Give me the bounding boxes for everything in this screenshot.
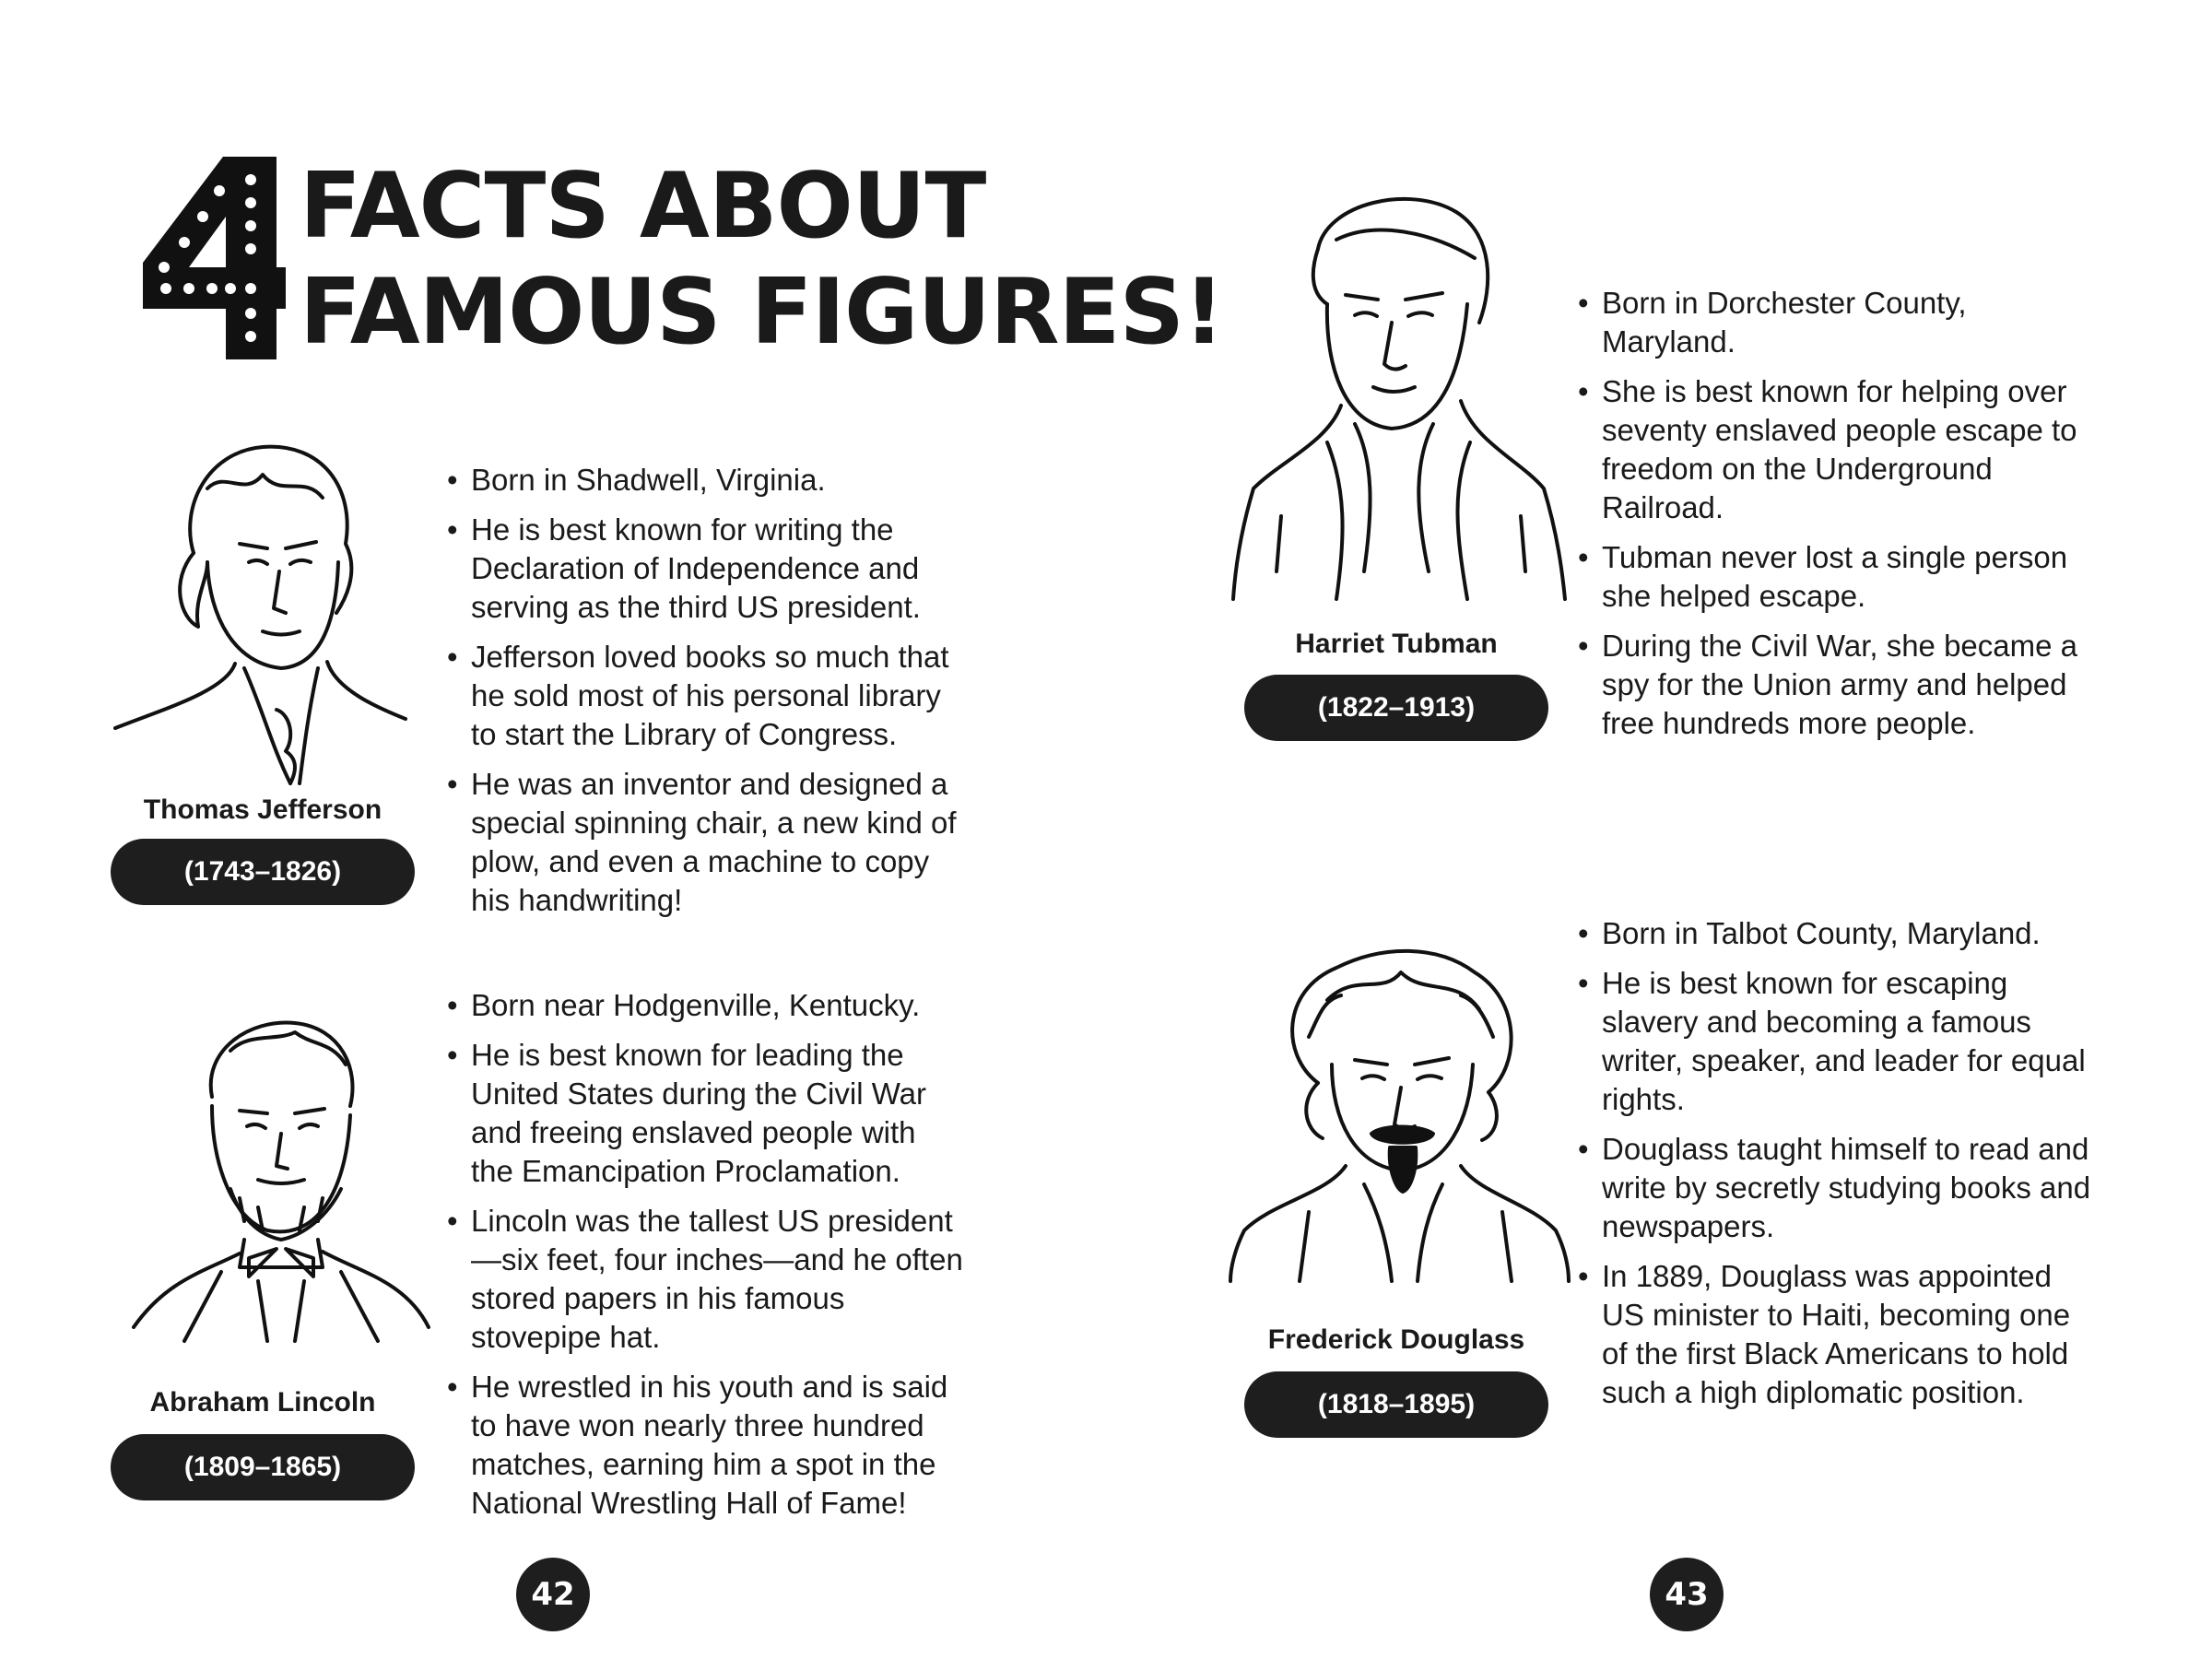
douglass-name: Frederick Douglass bbox=[1267, 1324, 1525, 1355]
list-item: • He was an inventor and designed a special spinning chair, a new kind of plow, and even a machine to copy his handwriting! bbox=[447, 765, 963, 920]
big-number-four bbox=[138, 152, 286, 364]
list-item: • Douglass taught himself to read and write by secretly studying books and newspapers. bbox=[1578, 1130, 2094, 1246]
douglass-years-badge: (1818–1895) bbox=[1244, 1371, 1548, 1438]
douglass-portrait bbox=[1226, 945, 1576, 1286]
jefferson-name: Thomas Jefferson bbox=[143, 794, 382, 825]
list-item: • Born in Shadwell, Virginia. bbox=[447, 461, 963, 500]
douglass-facts-list bbox=[1578, 914, 2094, 1423]
page-title-line-1: FACTS ABOUT bbox=[300, 154, 986, 259]
jefferson-portrait bbox=[106, 433, 419, 793]
jefferson-years-badge: (1743–1826) bbox=[111, 839, 415, 905]
tubman-portrait bbox=[1226, 184, 1576, 608]
list-item: • He is best known for leading the United States during the Civil War and freeing enslaved people with the Emancipation Proclamation. bbox=[447, 1036, 963, 1191]
list-item: • In 1889, Douglass was appointed US minister to Haiti, becoming one of the first Black Americans to hold such a high diplomatic position. bbox=[1578, 1257, 2094, 1412]
tubman-facts-list bbox=[1578, 284, 2094, 754]
page-title-line-2: FAMOUS FIGURES! bbox=[300, 260, 1224, 365]
list-item: • Lincoln was the tallest US president—six feet, four inches—and he often stored papers in his famous stovepipe hat. bbox=[447, 1202, 963, 1357]
list-item: • Born near Hodgenville, Kentucky. bbox=[447, 986, 963, 1025]
jefferson-facts-list bbox=[447, 461, 963, 931]
list-item: • He wrestled in his youth and is said to have won nearly three hundred matches, earning him a spot in the National Wrestling Hall of Fame! bbox=[447, 1368, 963, 1523]
lincoln-portrait bbox=[129, 1014, 433, 1346]
list-item: • Tubman never lost a single person she helped escape. bbox=[1578, 538, 2094, 616]
list-item: • He is best known for escaping slavery and becoming a famous writer, speaker, and leader for equal rights. bbox=[1578, 964, 2094, 1119]
page-number-left: 42 bbox=[516, 1558, 590, 1631]
lincoln-name: Abraham Lincoln bbox=[149, 1387, 376, 1418]
tubman-name: Harriet Tubman bbox=[1295, 629, 1498, 659]
list-item: • He is best known for writing the Declaration of Independence and serving as the third US president. bbox=[447, 511, 963, 627]
page-number-right: 43 bbox=[1650, 1558, 1724, 1631]
list-item: • Born in Dorchester County, Maryland. bbox=[1578, 284, 2094, 361]
list-item: • She is best known for helping over seventy enslaved people escape to freedom on the Underground Railroad. bbox=[1578, 372, 2094, 527]
list-item: • During the Civil War, she became a spy for the Union army and helped free hundreds more people. bbox=[1578, 627, 2094, 743]
list-item: • Born in Talbot County, Maryland. bbox=[1578, 914, 2094, 953]
tubman-years-badge: (1822–1913) bbox=[1244, 675, 1548, 741]
lincoln-years-badge: (1809–1865) bbox=[111, 1434, 415, 1500]
lincoln-facts-list bbox=[447, 986, 963, 1534]
list-item: • Jefferson loved books so much that he sold most of his personal library to start the Library of Congress. bbox=[447, 638, 963, 754]
